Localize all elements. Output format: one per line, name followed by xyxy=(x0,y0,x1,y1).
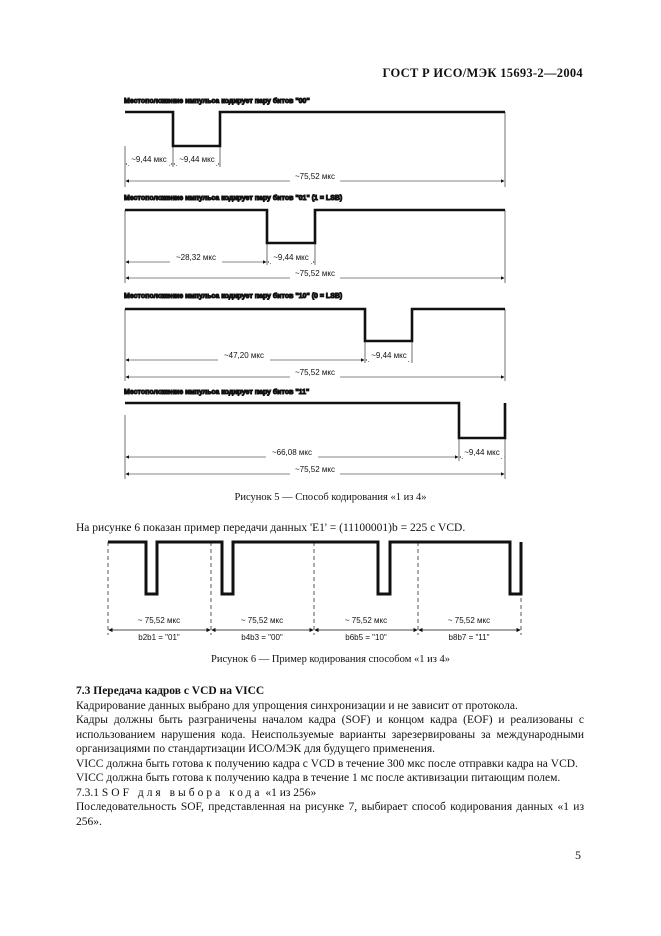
panel2-left-dim: ~28,32 мкс xyxy=(175,253,217,262)
figure-6-diagram xyxy=(0,530,661,650)
subsection-title-tail: «1 из 256» xyxy=(265,786,317,799)
panel2-title: Местоположение импульса кодирует пару битов "01" (1 = LSB) xyxy=(124,195,343,202)
panel2-total-dim: ~75,52 мкс xyxy=(294,269,336,278)
paragraph-5: Последовательность SOF, представленная на рисунке 7, выбирает способ кодирования данных «1 из 256». xyxy=(76,801,584,828)
segment4-dim: ~ 75,52 мкс xyxy=(447,616,491,625)
panel2-waveform xyxy=(125,210,505,243)
segment4-bits: b8b7 = "11" xyxy=(448,633,490,642)
segment3-dim: ~ 75,52 мкс xyxy=(344,616,388,625)
figure-5-caption: Рисунок 5 — Способ кодирования «1 из 4» xyxy=(234,492,427,503)
subsection-number: 7.3.1 xyxy=(76,786,99,799)
segment1-bits: b2b1 = "01" xyxy=(138,633,180,642)
segment2-bits: b4b3 = "00" xyxy=(241,633,283,642)
paragraph-1: Кадрирование данных выбрано для упрощения синхронизации и не зависит от протокола. xyxy=(76,699,518,712)
figure-6-intro: На рисунке 6 показан пример передачи данных 'E1' = (11100001)b = 225 с VCD. xyxy=(76,522,466,534)
panel1-title: Местоположение импульса кодирует пару битов "00" xyxy=(124,98,310,105)
panel3-title: Местоположение импульса кодирует пару битов "10" (0 = LSB) xyxy=(124,293,343,300)
panel4-pulse-dim: ~9,44 мкс xyxy=(464,448,500,457)
panel2-pulse-dim: ~9,44 мкс xyxy=(273,253,309,262)
panel3-total-dim: ~75,52 мкс xyxy=(294,368,336,377)
figure-6-waveform xyxy=(108,542,521,594)
document-header: ГОСТ Р ИСО/МЭК 15693-2—2004 xyxy=(382,66,583,80)
panel4-left-dim: ~66,08 мкс xyxy=(271,448,313,457)
subsection-heading xyxy=(76,786,584,801)
paragraph-3: VICC должна быть готова к получению кадра с VCD в течение 300 мкс после отправки кадра на VCD. xyxy=(76,757,578,770)
figure-6-caption: Рисунок 6 — Пример кодирования способом «1 из 4» xyxy=(211,654,450,665)
section-heading: 7.3 Передача кадров с VCD на VICC xyxy=(76,685,265,697)
paragraph-4: VICC должна быть готова к получению кадра в течение 1 мс после активизации питающим полем. xyxy=(76,772,561,784)
panel4-total-dim: ~75,52 мкс xyxy=(294,465,336,474)
segment1-dim: ~ 75,52 мкс xyxy=(137,616,181,625)
panel3-waveform xyxy=(125,309,505,341)
panel1-total-dim: ~75,52 мкс xyxy=(294,172,336,181)
panel4-waveform xyxy=(125,403,505,438)
panel4-title: Местоположение импульса кодирует пару битов "11" xyxy=(124,389,310,396)
panel1-pulse-dim: ~9,44 мкс xyxy=(179,155,215,164)
subsection-title-spaced: SOF для выбора кода xyxy=(101,786,263,799)
panel3-left-dim: ~47,20 мкс xyxy=(223,351,265,360)
paragraph-2: Кадры должны быть разграничены началом кадра (SOF) и концом кадра (EOF) и реализованы с использованием нарушения кода. Неиспользуемые варианты зарезервированы за международными организациями по стандартизации ИСО/МЭК для будущего применения. xyxy=(76,714,584,755)
segment3-bits: b6b5 = "10" xyxy=(345,633,387,642)
segment2-dim: ~ 75,52 мкс xyxy=(240,616,284,625)
page-number: 5 xyxy=(575,848,581,862)
panel3-pulse-dim: ~9,44 мкс xyxy=(371,351,407,360)
panel1-waveform xyxy=(125,112,505,146)
section-7-3 xyxy=(76,684,584,829)
panel1-left-dim: ~9,44 мкс xyxy=(131,155,167,164)
